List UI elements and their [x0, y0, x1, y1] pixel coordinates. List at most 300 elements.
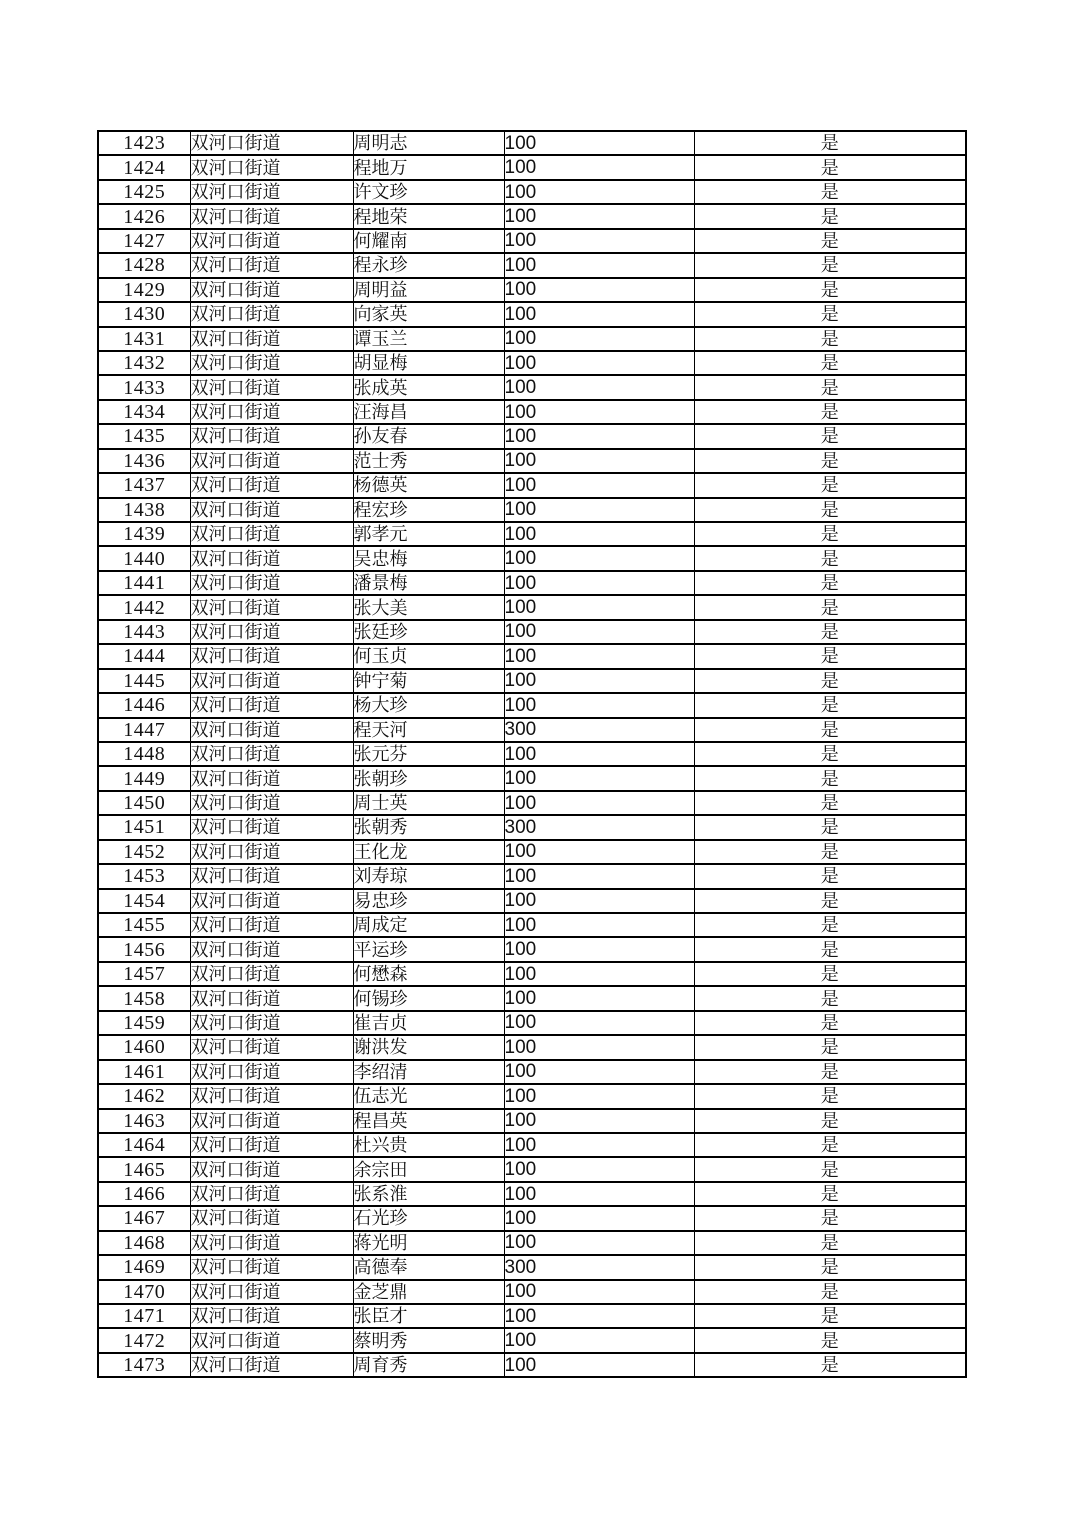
cell-row-number: 1428 [98, 253, 190, 277]
cell-row-number: 1461 [98, 1060, 190, 1084]
table-row [98, 962, 966, 986]
cell-amount: 100 [504, 449, 694, 473]
cell-confirmed: 是 [694, 1060, 966, 1084]
cell-row-number: 1429 [98, 278, 190, 302]
cell-row-number: 1445 [98, 669, 190, 693]
table-row [98, 131, 966, 155]
cell-name: 吴忠梅 [353, 546, 504, 570]
cell-row-number: 1463 [98, 1109, 190, 1133]
cell-row-number: 1459 [98, 1011, 190, 1035]
cell-name: 杜兴贵 [353, 1133, 504, 1157]
cell-amount: 100 [504, 962, 694, 986]
cell-street: 双河口街道 [190, 400, 353, 424]
cell-amount: 300 [504, 1255, 694, 1279]
cell-row-number: 1444 [98, 644, 190, 668]
cell-amount: 100 [504, 620, 694, 644]
table-row [98, 620, 966, 644]
cell-confirmed: 是 [694, 644, 966, 668]
table-row [98, 815, 966, 839]
cell-row-number: 1440 [98, 546, 190, 570]
table-row [98, 766, 966, 790]
data-table [97, 130, 967, 1378]
table-row [98, 693, 966, 717]
cell-row-number: 1470 [98, 1280, 190, 1304]
cell-amount: 100 [504, 180, 694, 204]
cell-confirmed: 是 [694, 864, 966, 888]
table-row [98, 1328, 966, 1352]
table-row [98, 913, 966, 937]
cell-amount: 100 [504, 791, 694, 815]
cell-row-number: 1458 [98, 986, 190, 1010]
cell-street: 双河口街道 [190, 473, 353, 497]
cell-street: 双河口街道 [190, 889, 353, 913]
cell-row-number: 1434 [98, 400, 190, 424]
table-row [98, 1255, 966, 1279]
cell-confirmed: 是 [694, 424, 966, 448]
cell-name: 蒋光明 [353, 1231, 504, 1255]
cell-name: 向家英 [353, 302, 504, 326]
cell-amount: 300 [504, 815, 694, 839]
cell-confirmed: 是 [694, 327, 966, 351]
cell-confirmed: 是 [694, 1255, 966, 1279]
cell-row-number: 1449 [98, 766, 190, 790]
cell-street: 双河口街道 [190, 1304, 353, 1328]
cell-row-number: 1464 [98, 1133, 190, 1157]
cell-row-number: 1433 [98, 375, 190, 399]
table-row [98, 1304, 966, 1328]
cell-amount: 100 [504, 742, 694, 766]
cell-name: 刘寿琼 [353, 864, 504, 888]
cell-confirmed: 是 [694, 278, 966, 302]
cell-row-number: 1437 [98, 473, 190, 497]
cell-confirmed: 是 [694, 1280, 966, 1304]
cell-row-number: 1454 [98, 889, 190, 913]
table-row [98, 889, 966, 913]
table-row [98, 1084, 966, 1108]
cell-confirmed: 是 [694, 840, 966, 864]
cell-street: 双河口街道 [190, 1109, 353, 1133]
cell-amount: 100 [504, 131, 694, 155]
cell-street: 双河口街道 [190, 1133, 353, 1157]
cell-amount: 100 [504, 937, 694, 961]
cell-confirmed: 是 [694, 253, 966, 277]
cell-confirmed: 是 [694, 351, 966, 375]
cell-amount: 100 [504, 1011, 694, 1035]
cell-amount: 100 [504, 253, 694, 277]
table-row [98, 302, 966, 326]
cell-row-number: 1438 [98, 498, 190, 522]
cell-confirmed: 是 [694, 375, 966, 399]
cell-name: 周士英 [353, 791, 504, 815]
cell-confirmed: 是 [694, 1109, 966, 1133]
table-row [98, 595, 966, 619]
cell-confirmed: 是 [694, 498, 966, 522]
cell-street: 双河口街道 [190, 1035, 353, 1059]
table-row [98, 571, 966, 595]
cell-name: 程永珍 [353, 253, 504, 277]
cell-confirmed: 是 [694, 791, 966, 815]
cell-confirmed: 是 [694, 546, 966, 570]
cell-amount: 100 [504, 669, 694, 693]
cell-name: 何懋森 [353, 962, 504, 986]
cell-row-number: 1455 [98, 913, 190, 937]
cell-street: 双河口街道 [190, 1206, 353, 1230]
cell-amount: 100 [504, 351, 694, 375]
cell-confirmed: 是 [694, 595, 966, 619]
cell-amount: 100 [504, 1304, 694, 1328]
table-row [98, 1060, 966, 1084]
cell-street: 双河口街道 [190, 546, 353, 570]
cell-name: 胡显梅 [353, 351, 504, 375]
cell-street: 双河口街道 [190, 229, 353, 253]
table-row [98, 204, 966, 228]
cell-name: 余宗田 [353, 1157, 504, 1181]
cell-street: 双河口街道 [190, 571, 353, 595]
cell-street: 双河口街道 [190, 1157, 353, 1181]
cell-name: 周明益 [353, 278, 504, 302]
cell-name: 许文珍 [353, 180, 504, 204]
cell-name: 李绍清 [353, 1060, 504, 1084]
cell-confirmed: 是 [694, 937, 966, 961]
table-row [98, 180, 966, 204]
cell-amount: 100 [504, 1157, 694, 1181]
cell-street: 双河口街道 [190, 351, 353, 375]
table-row [98, 791, 966, 815]
cell-amount: 100 [504, 1328, 694, 1352]
cell-amount: 100 [504, 522, 694, 546]
cell-name: 张臣才 [353, 1304, 504, 1328]
cell-name: 平运珍 [353, 937, 504, 961]
cell-confirmed: 是 [694, 204, 966, 228]
cell-street: 双河口街道 [190, 278, 353, 302]
cell-confirmed: 是 [694, 1133, 966, 1157]
cell-row-number: 1451 [98, 815, 190, 839]
table-row [98, 840, 966, 864]
cell-row-number: 1472 [98, 1328, 190, 1352]
cell-row-number: 1452 [98, 840, 190, 864]
table-row [98, 742, 966, 766]
cell-row-number: 1436 [98, 449, 190, 473]
cell-row-number: 1465 [98, 1157, 190, 1181]
cell-name: 何玉贞 [353, 644, 504, 668]
table-row [98, 375, 966, 399]
cell-confirmed: 是 [694, 693, 966, 717]
cell-confirmed: 是 [694, 913, 966, 937]
cell-name: 张成英 [353, 375, 504, 399]
cell-row-number: 1450 [98, 791, 190, 815]
cell-street: 双河口街道 [190, 840, 353, 864]
cell-name: 蔡明秀 [353, 1328, 504, 1352]
table-row [98, 937, 966, 961]
cell-name: 谭玉兰 [353, 327, 504, 351]
cell-amount: 100 [504, 400, 694, 424]
cell-confirmed: 是 [694, 1035, 966, 1059]
cell-name: 石光珍 [353, 1206, 504, 1230]
cell-row-number: 1435 [98, 424, 190, 448]
cell-row-number: 1456 [98, 937, 190, 961]
cell-name: 高德奉 [353, 1255, 504, 1279]
cell-street: 双河口街道 [190, 449, 353, 473]
cell-street: 双河口街道 [190, 375, 353, 399]
cell-confirmed: 是 [694, 1304, 966, 1328]
cell-name: 程昌英 [353, 1109, 504, 1133]
cell-street: 双河口街道 [190, 1060, 353, 1084]
cell-confirmed: 是 [694, 815, 966, 839]
cell-amount: 100 [504, 155, 694, 179]
cell-row-number: 1457 [98, 962, 190, 986]
cell-amount: 100 [504, 1060, 694, 1084]
table-row [98, 1280, 966, 1304]
cell-street: 双河口街道 [190, 327, 353, 351]
table-row [98, 1133, 966, 1157]
cell-confirmed: 是 [694, 131, 966, 155]
cell-street: 双河口街道 [190, 1182, 353, 1206]
cell-row-number: 1442 [98, 595, 190, 619]
cell-confirmed: 是 [694, 155, 966, 179]
cell-name: 张元芬 [353, 742, 504, 766]
cell-amount: 100 [504, 498, 694, 522]
cell-confirmed: 是 [694, 571, 966, 595]
cell-amount: 100 [504, 889, 694, 913]
cell-street: 双河口街道 [190, 791, 353, 815]
table-row [98, 449, 966, 473]
cell-amount: 100 [504, 278, 694, 302]
cell-amount: 100 [504, 693, 694, 717]
cell-amount: 100 [504, 1109, 694, 1133]
cell-confirmed: 是 [694, 449, 966, 473]
cell-amount: 100 [504, 229, 694, 253]
cell-amount: 100 [504, 840, 694, 864]
cell-name: 汪海昌 [353, 400, 504, 424]
table-row [98, 1206, 966, 1230]
cell-amount: 100 [504, 766, 694, 790]
cell-name: 郭孝元 [353, 522, 504, 546]
cell-street: 双河口街道 [190, 253, 353, 277]
cell-name: 程天河 [353, 718, 504, 742]
cell-confirmed: 是 [694, 742, 966, 766]
cell-name: 伍志光 [353, 1084, 504, 1108]
cell-amount: 100 [504, 375, 694, 399]
cell-name: 周成定 [353, 913, 504, 937]
cell-amount: 100 [504, 546, 694, 570]
cell-street: 双河口街道 [190, 913, 353, 937]
table-row [98, 278, 966, 302]
cell-confirmed: 是 [694, 620, 966, 644]
cell-confirmed: 是 [694, 766, 966, 790]
cell-street: 双河口街道 [190, 204, 353, 228]
cell-street: 双河口街道 [190, 766, 353, 790]
table-row [98, 1353, 966, 1377]
cell-amount: 100 [504, 1035, 694, 1059]
cell-amount: 100 [504, 1231, 694, 1255]
cell-row-number: 1427 [98, 229, 190, 253]
cell-confirmed: 是 [694, 1328, 966, 1352]
cell-confirmed: 是 [694, 400, 966, 424]
cell-confirmed: 是 [694, 962, 966, 986]
cell-confirmed: 是 [694, 1084, 966, 1108]
cell-street: 双河口街道 [190, 620, 353, 644]
cell-street: 双河口街道 [190, 155, 353, 179]
cell-street: 双河口街道 [190, 693, 353, 717]
cell-street: 双河口街道 [190, 522, 353, 546]
cell-confirmed: 是 [694, 986, 966, 1010]
table-row [98, 1109, 966, 1133]
cell-street: 双河口街道 [190, 864, 353, 888]
cell-row-number: 1466 [98, 1182, 190, 1206]
cell-row-number: 1424 [98, 155, 190, 179]
cell-row-number: 1432 [98, 351, 190, 375]
cell-confirmed: 是 [694, 1206, 966, 1230]
cell-amount: 100 [504, 1182, 694, 1206]
cell-amount: 100 [504, 1353, 694, 1377]
table-row [98, 986, 966, 1010]
table-row [98, 864, 966, 888]
cell-row-number: 1462 [98, 1084, 190, 1108]
cell-street: 双河口街道 [190, 1353, 353, 1377]
table-row [98, 1231, 966, 1255]
cell-name: 程地万 [353, 155, 504, 179]
cell-name: 程宏珍 [353, 498, 504, 522]
cell-name: 张朝秀 [353, 815, 504, 839]
cell-confirmed: 是 [694, 1231, 966, 1255]
cell-name: 金芝鼎 [353, 1280, 504, 1304]
cell-confirmed: 是 [694, 718, 966, 742]
cell-street: 双河口街道 [190, 180, 353, 204]
cell-street: 双河口街道 [190, 718, 353, 742]
table-row [98, 155, 966, 179]
table-row [98, 718, 966, 742]
cell-street: 双河口街道 [190, 1255, 353, 1279]
cell-street: 双河口街道 [190, 1011, 353, 1035]
cell-confirmed: 是 [694, 1011, 966, 1035]
table-row [98, 644, 966, 668]
cell-name: 杨德英 [353, 473, 504, 497]
cell-street: 双河口街道 [190, 669, 353, 693]
table-row [98, 1035, 966, 1059]
cell-confirmed: 是 [694, 302, 966, 326]
cell-confirmed: 是 [694, 669, 966, 693]
cell-street: 双河口街道 [190, 424, 353, 448]
cell-amount: 100 [504, 986, 694, 1010]
cell-street: 双河口街道 [190, 131, 353, 155]
cell-name: 谢洪发 [353, 1035, 504, 1059]
cell-name: 张系淮 [353, 1182, 504, 1206]
cell-street: 双河口街道 [190, 937, 353, 961]
table-row [98, 498, 966, 522]
cell-name: 张朝珍 [353, 766, 504, 790]
cell-amount: 100 [504, 473, 694, 497]
cell-confirmed: 是 [694, 473, 966, 497]
cell-confirmed: 是 [694, 180, 966, 204]
cell-amount: 100 [504, 595, 694, 619]
cell-row-number: 1443 [98, 620, 190, 644]
cell-confirmed: 是 [694, 1182, 966, 1206]
cell-street: 双河口街道 [190, 1328, 353, 1352]
cell-street: 双河口街道 [190, 595, 353, 619]
cell-row-number: 1473 [98, 1353, 190, 1377]
cell-name: 张大美 [353, 595, 504, 619]
table-body [98, 131, 966, 1377]
cell-row-number: 1448 [98, 742, 190, 766]
cell-amount: 100 [504, 571, 694, 595]
cell-row-number: 1460 [98, 1035, 190, 1059]
cell-confirmed: 是 [694, 1353, 966, 1377]
cell-street: 双河口街道 [190, 1231, 353, 1255]
cell-confirmed: 是 [694, 229, 966, 253]
table-row [98, 473, 966, 497]
cell-confirmed: 是 [694, 522, 966, 546]
cell-name: 钟宁菊 [353, 669, 504, 693]
cell-amount: 100 [504, 327, 694, 351]
cell-amount: 100 [504, 204, 694, 228]
cell-row-number: 1453 [98, 864, 190, 888]
table-row [98, 669, 966, 693]
cell-name: 潘景梅 [353, 571, 504, 595]
cell-amount: 100 [504, 302, 694, 326]
cell-name: 易忠珍 [353, 889, 504, 913]
table-row [98, 400, 966, 424]
cell-name: 何耀南 [353, 229, 504, 253]
cell-row-number: 1471 [98, 1304, 190, 1328]
cell-street: 双河口街道 [190, 644, 353, 668]
cell-name: 王化龙 [353, 840, 504, 864]
cell-amount: 100 [504, 1133, 694, 1157]
cell-street: 双河口街道 [190, 815, 353, 839]
table-row [98, 522, 966, 546]
cell-row-number: 1423 [98, 131, 190, 155]
table-row [98, 1011, 966, 1035]
table-row [98, 327, 966, 351]
cell-row-number: 1441 [98, 571, 190, 595]
table-row [98, 1157, 966, 1181]
cell-name: 崔吉贞 [353, 1011, 504, 1035]
table-row [98, 351, 966, 375]
cell-street: 双河口街道 [190, 1280, 353, 1304]
cell-name: 张廷珍 [353, 620, 504, 644]
cell-row-number: 1469 [98, 1255, 190, 1279]
cell-name: 孙友春 [353, 424, 504, 448]
table-row [98, 424, 966, 448]
cell-amount: 100 [504, 864, 694, 888]
cell-name: 周明志 [353, 131, 504, 155]
cell-row-number: 1430 [98, 302, 190, 326]
cell-row-number: 1426 [98, 204, 190, 228]
cell-amount: 100 [504, 1280, 694, 1304]
cell-name: 何锡珍 [353, 986, 504, 1010]
cell-row-number: 1431 [98, 327, 190, 351]
table-row [98, 1182, 966, 1206]
cell-street: 双河口街道 [190, 962, 353, 986]
table-row [98, 229, 966, 253]
cell-amount: 300 [504, 718, 694, 742]
table-row [98, 253, 966, 277]
cell-name: 杨大珍 [353, 693, 504, 717]
cell-street: 双河口街道 [190, 302, 353, 326]
cell-row-number: 1425 [98, 180, 190, 204]
cell-amount: 100 [504, 424, 694, 448]
cell-confirmed: 是 [694, 889, 966, 913]
cell-street: 双河口街道 [190, 1084, 353, 1108]
cell-street: 双河口街道 [190, 498, 353, 522]
cell-street: 双河口街道 [190, 742, 353, 766]
cell-confirmed: 是 [694, 1157, 966, 1181]
cell-row-number: 1446 [98, 693, 190, 717]
cell-name: 范士秀 [353, 449, 504, 473]
cell-row-number: 1447 [98, 718, 190, 742]
cell-name: 程地荣 [353, 204, 504, 228]
cell-row-number: 1439 [98, 522, 190, 546]
cell-row-number: 1467 [98, 1206, 190, 1230]
